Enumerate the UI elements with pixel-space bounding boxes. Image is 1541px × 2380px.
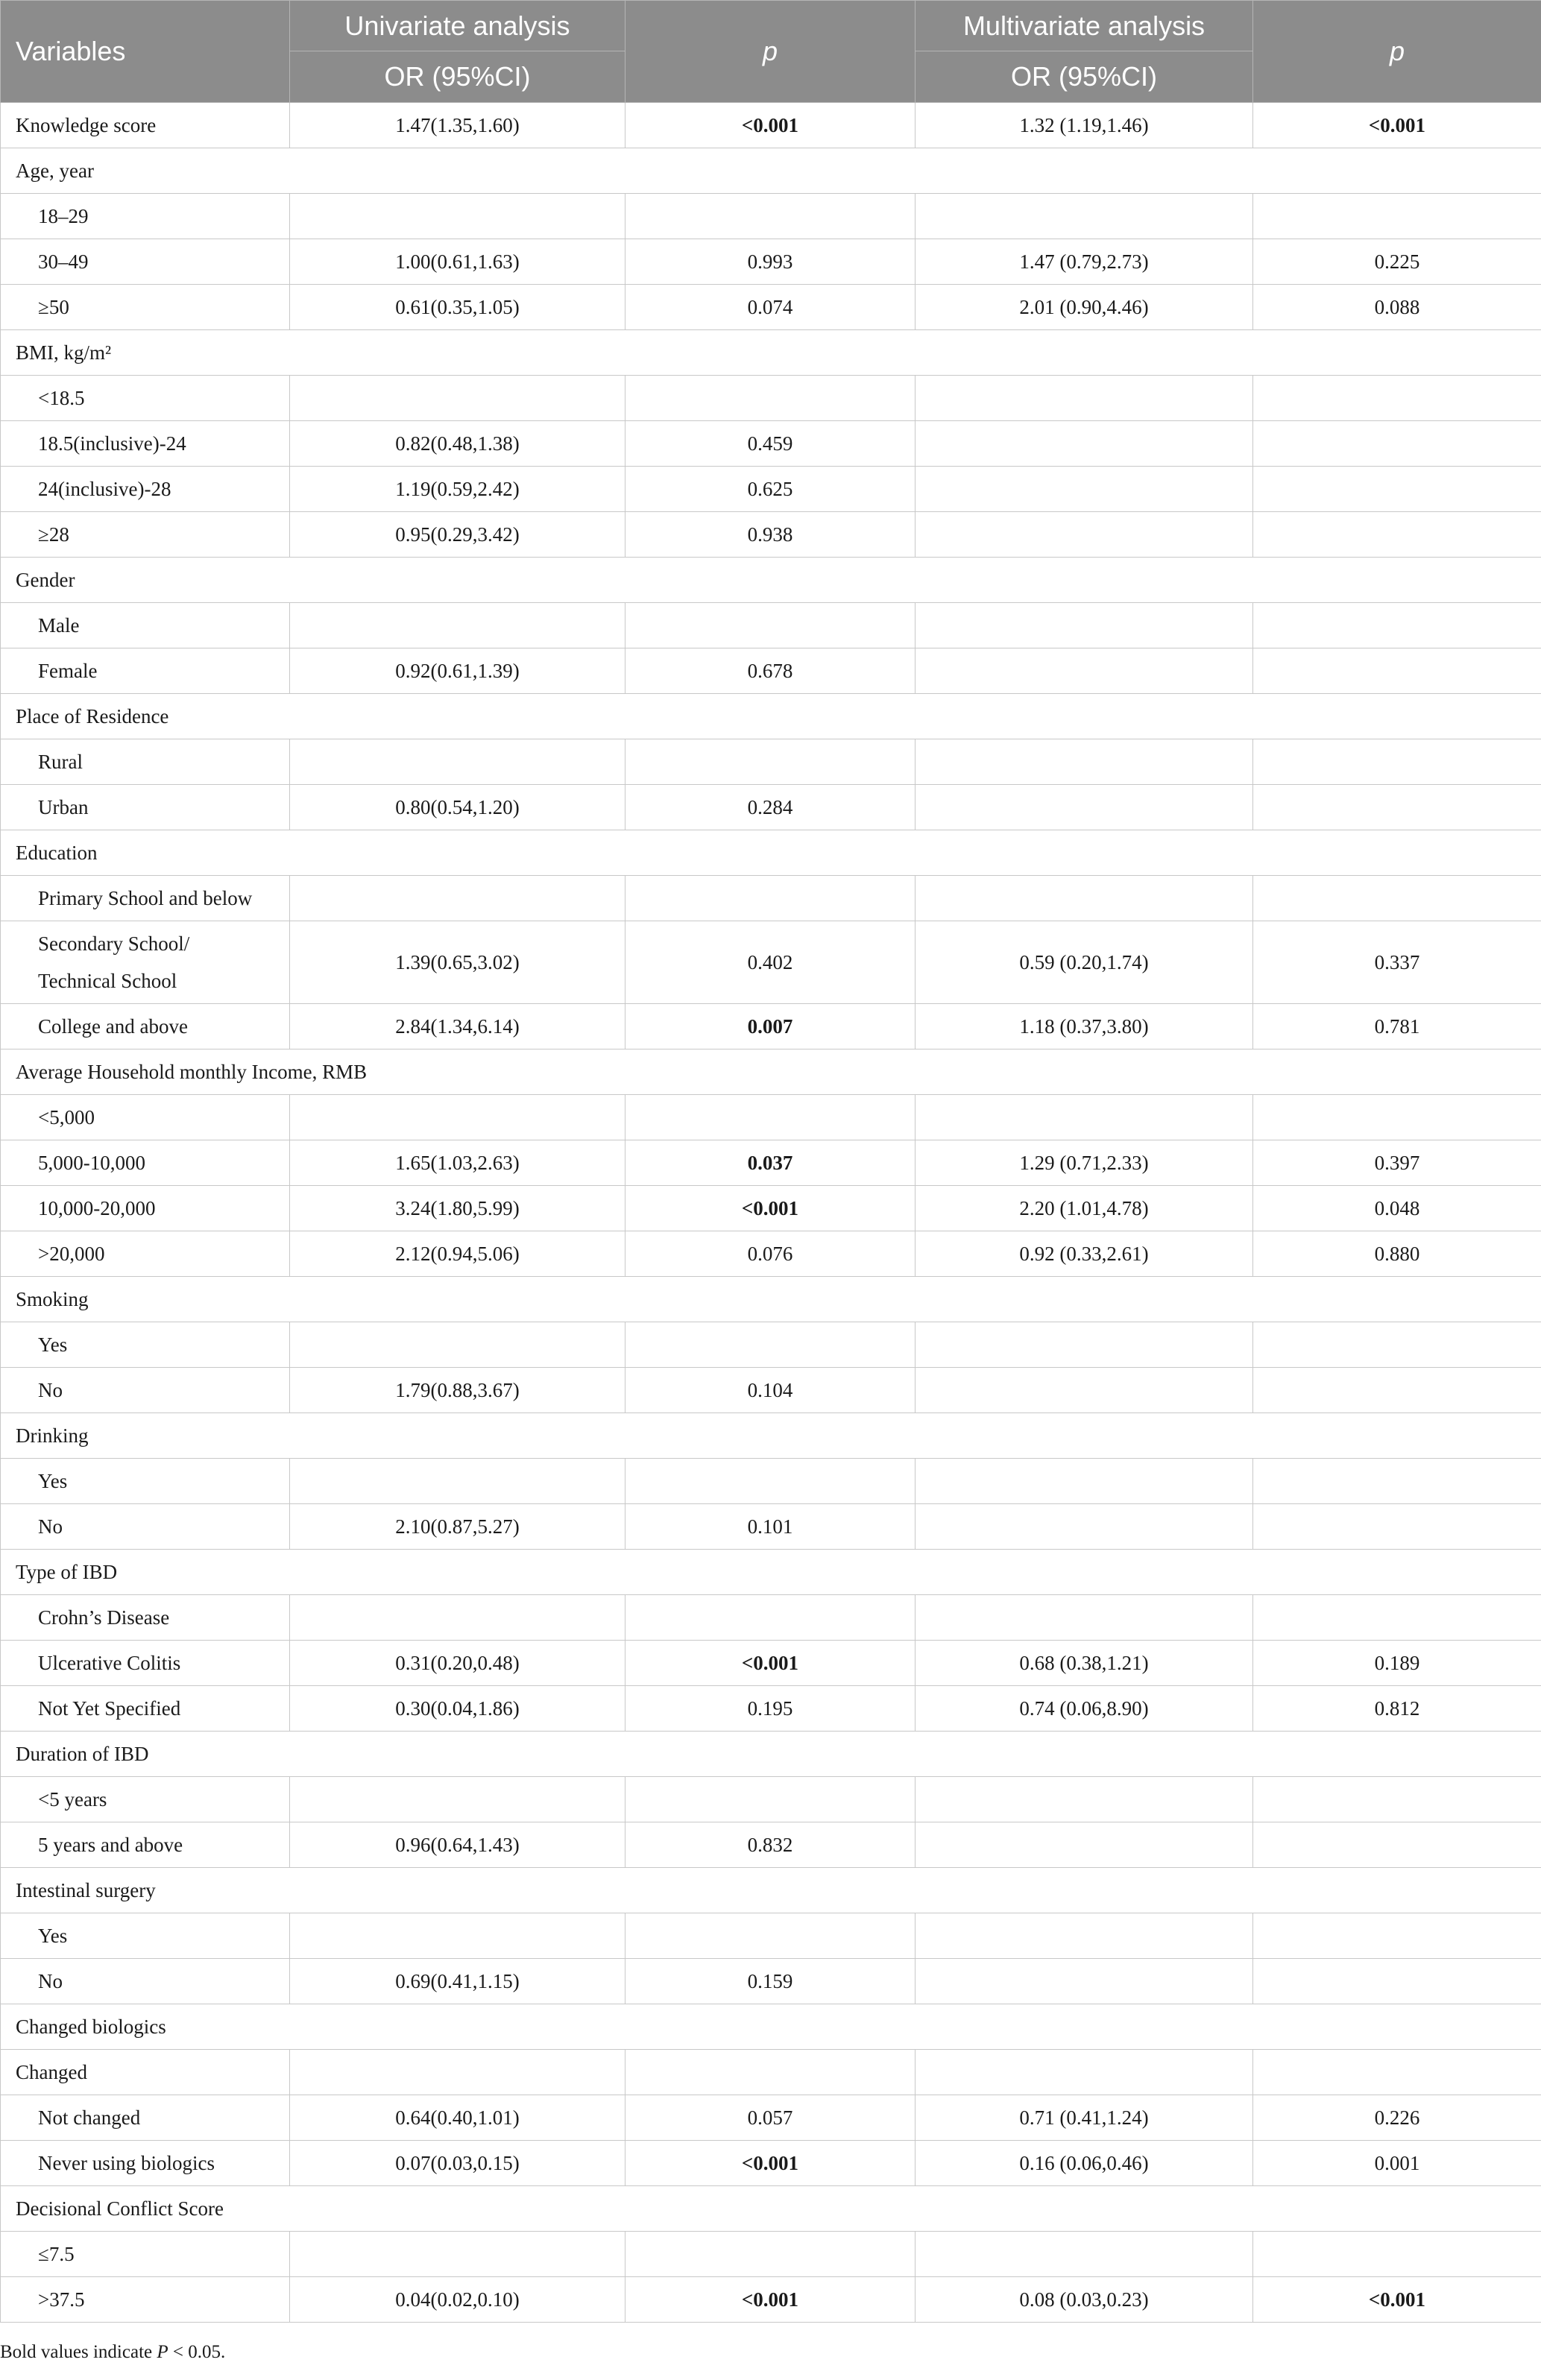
header-univariate-p: p [625, 1, 916, 103]
univariate-or-cell [290, 1913, 625, 1959]
multivariate-or-cell: 0.74 (0.06,8.90) [916, 1686, 1253, 1732]
univariate-p-cell: 0.159 [625, 1959, 916, 2004]
table-row [1, 921, 1541, 1004]
univariate-p-cell [625, 194, 916, 239]
table-row [1, 1322, 1541, 1368]
univariate-or-cell: 2.84(1.34,6.14) [290, 1004, 625, 1049]
table-row [1, 739, 1541, 785]
row-label: 30–49 [1, 239, 290, 285]
univariate-or-cell [290, 1095, 625, 1140]
row-label: Changed [1, 2050, 290, 2095]
univariate-or-cell: 1.00(0.61,1.63) [290, 239, 625, 285]
table-row [1, 1504, 1541, 1550]
univariate-or-cell: 2.10(0.87,5.27) [290, 1504, 625, 1550]
multivariate-or-cell [916, 1822, 1253, 1868]
group-label: Duration of IBD [1, 1732, 1541, 1777]
table-row [1, 2277, 1541, 2323]
univariate-p-cell: <0.001 [625, 1186, 916, 1231]
table-row [1, 1959, 1541, 2004]
multivariate-p-cell [1253, 603, 1541, 648]
table-row [1, 1095, 1541, 1140]
univariate-p-cell [625, 603, 916, 648]
univariate-or-cell: 0.64(0.40,1.01) [290, 2095, 625, 2141]
univariate-p-cell: <0.001 [625, 2141, 916, 2186]
univariate-p-cell [625, 1459, 916, 1504]
table-row [1, 2141, 1541, 2186]
group-label: Place of Residence [1, 694, 1541, 739]
table-row [1, 285, 1541, 330]
univariate-p-cell: 0.402 [625, 921, 916, 1004]
univariate-p-cell: 0.938 [625, 512, 916, 558]
univariate-or-cell: 0.61(0.35,1.05) [290, 285, 625, 330]
univariate-p-cell: 0.284 [625, 785, 916, 830]
multivariate-p-cell [1253, 1095, 1541, 1140]
multivariate-or-cell: 0.71 (0.41,1.24) [916, 2095, 1253, 2141]
row-label: Crohn’s Disease [1, 1595, 290, 1641]
multivariate-p-cell [1253, 1777, 1541, 1822]
multivariate-p-cell: 0.189 [1253, 1641, 1541, 1686]
row-label: 18.5(inclusive)-24 [1, 421, 290, 467]
univariate-or-cell [290, 1777, 625, 1822]
multivariate-p-cell [1253, 2050, 1541, 2095]
multivariate-p-cell [1253, 421, 1541, 467]
univariate-p-cell [625, 876, 916, 921]
univariate-or-cell [290, 376, 625, 421]
multivariate-p-cell [1253, 1822, 1541, 1868]
univariate-p-cell [625, 1322, 916, 1368]
header-row-1 [1, 1, 1541, 51]
group-row [1, 830, 1541, 876]
multivariate-or-cell: 0.08 (0.03,0.23) [916, 2277, 1253, 2323]
row-label: Urban [1, 785, 290, 830]
univariate-or-cell: 0.07(0.03,0.15) [290, 2141, 625, 2186]
univariate-or-cell: 1.39(0.65,3.02) [290, 921, 625, 1004]
multivariate-or-cell [916, 376, 1253, 421]
univariate-p-cell: 0.832 [625, 1822, 916, 1868]
row-label: Knowledge score [1, 103, 290, 148]
table-body [1, 103, 1541, 2323]
multivariate-p-cell [1253, 1913, 1541, 1959]
group-row [1, 1049, 1541, 1095]
univariate-or-cell: 0.04(0.02,0.10) [290, 2277, 625, 2323]
row-label: ≥28 [1, 512, 290, 558]
multivariate-p-cell [1253, 739, 1541, 785]
table-row [1, 1140, 1541, 1186]
row-label: >20,000 [1, 1231, 290, 1277]
multivariate-p-cell [1253, 376, 1541, 421]
group-row [1, 558, 1541, 603]
univariate-p-cell [625, 1913, 916, 1959]
univariate-or-cell [290, 603, 625, 648]
univariate-p-cell: <0.001 [625, 2277, 916, 2323]
univariate-or-cell [290, 876, 625, 921]
row-label: 5 years and above [1, 1822, 290, 1868]
table-row [1, 603, 1541, 648]
univariate-or-cell [290, 2050, 625, 2095]
row-label: 10,000-20,000 [1, 1186, 290, 1231]
multivariate-p-cell [1253, 1595, 1541, 1641]
group-label: BMI, kg/m² [1, 330, 1541, 376]
table-row [1, 2232, 1541, 2277]
table-row [1, 103, 1541, 148]
multivariate-p-cell [1253, 467, 1541, 512]
group-label: Changed biologics [1, 2004, 1541, 2050]
multivariate-or-cell [916, 739, 1253, 785]
table-row [1, 1459, 1541, 1504]
multivariate-p-cell: 0.225 [1253, 239, 1541, 285]
univariate-or-cell: 1.65(1.03,2.63) [290, 1140, 625, 1186]
univariate-p-cell: 0.459 [625, 421, 916, 467]
row-label: No [1, 1504, 290, 1550]
multivariate-or-cell [916, 1595, 1253, 1641]
table-row [1, 239, 1541, 285]
univariate-p-cell: 0.993 [625, 239, 916, 285]
group-row [1, 1868, 1541, 1913]
table-row [1, 1004, 1541, 1049]
header-multivariate-or: OR (95%CI) [916, 51, 1253, 103]
table-row [1, 1231, 1541, 1277]
univariate-p-cell [625, 2050, 916, 2095]
table-row [1, 194, 1541, 239]
univariate-or-cell [290, 1459, 625, 1504]
row-label: ≤7.5 [1, 2232, 290, 2277]
multivariate-or-cell [916, 1959, 1253, 2004]
multivariate-or-cell: 2.01 (0.90,4.46) [916, 285, 1253, 330]
multivariate-or-cell: 0.92 (0.33,2.61) [916, 1231, 1253, 1277]
row-label: Primary School and below [1, 876, 290, 921]
group-label: Average Household monthly Income, RMB [1, 1049, 1541, 1095]
multivariate-or-cell [916, 1777, 1253, 1822]
univariate-or-cell: 0.82(0.48,1.38) [290, 421, 625, 467]
univariate-p-cell: 0.057 [625, 2095, 916, 2141]
group-label: Smoking [1, 1277, 1541, 1322]
table-row [1, 376, 1541, 421]
multivariate-p-cell [1253, 876, 1541, 921]
multivariate-p-cell: 0.337 [1253, 921, 1541, 1004]
univariate-or-cell [290, 1322, 625, 1368]
table-row [1, 421, 1541, 467]
table-row [1, 512, 1541, 558]
row-label: Never using biologics [1, 2141, 290, 2186]
row-label: Yes [1, 1322, 290, 1368]
table-row [1, 1595, 1541, 1641]
univariate-or-cell: 2.12(0.94,5.06) [290, 1231, 625, 1277]
multivariate-or-cell [916, 2232, 1253, 2277]
multivariate-or-cell [916, 194, 1253, 239]
row-label: 5,000-10,000 [1, 1140, 290, 1186]
univariate-or-cell: 0.95(0.29,3.42) [290, 512, 625, 558]
univariate-or-cell: 1.47(1.35,1.60) [290, 103, 625, 148]
table-row [1, 876, 1541, 921]
univariate-p-cell: 0.195 [625, 1686, 916, 1732]
group-row [1, 1550, 1541, 1595]
multivariate-p-cell [1253, 1368, 1541, 1413]
row-label: Female [1, 648, 290, 694]
header-univariate-or: OR (95%CI) [290, 51, 625, 103]
multivariate-or-cell [916, 421, 1253, 467]
multivariate-p-cell [1253, 512, 1541, 558]
multivariate-or-cell [916, 648, 1253, 694]
multivariate-p-cell: 0.781 [1253, 1004, 1541, 1049]
univariate-p-cell: 0.101 [625, 1504, 916, 1550]
multivariate-p-cell: 0.880 [1253, 1231, 1541, 1277]
multivariate-p-cell: <0.001 [1253, 2277, 1541, 2323]
univariate-p-cell: 0.007 [625, 1004, 916, 1049]
header-variables: Variables [1, 1, 290, 103]
multivariate-p-cell [1253, 194, 1541, 239]
table-row [1, 1641, 1541, 1686]
group-row [1, 2004, 1541, 2050]
multivariate-or-cell: 2.20 (1.01,4.78) [916, 1186, 1253, 1231]
group-label: Intestinal surgery [1, 1868, 1541, 1913]
row-label: Rural [1, 739, 290, 785]
row-label-line-1: Secondary School/ [38, 932, 190, 955]
univariate-p-cell [625, 2232, 916, 2277]
univariate-or-cell: 0.69(0.41,1.15) [290, 1959, 625, 2004]
multivariate-or-cell [916, 1504, 1253, 1550]
table-header [1, 1, 1541, 103]
univariate-p-cell: 0.104 [625, 1368, 916, 1413]
group-row [1, 2186, 1541, 2232]
univariate-or-cell: 3.24(1.80,5.99) [290, 1186, 625, 1231]
multivariate-or-cell [916, 876, 1253, 921]
row-label: Yes [1, 1913, 290, 1959]
multivariate-or-cell: 0.16 (0.06,0.46) [916, 2141, 1253, 2186]
row-label [1, 921, 290, 1004]
univariate-or-cell [290, 194, 625, 239]
multivariate-or-cell [916, 1459, 1253, 1504]
multivariate-p-cell [1253, 1504, 1541, 1550]
multivariate-p-cell: 0.397 [1253, 1140, 1541, 1186]
footnote-suffix: < 0.05. [168, 2342, 226, 2362]
univariate-p-cell: 0.037 [625, 1140, 916, 1186]
group-row [1, 330, 1541, 376]
univariate-or-cell [290, 1595, 625, 1641]
multivariate-p-cell [1253, 785, 1541, 830]
group-row [1, 148, 1541, 194]
multivariate-or-cell [916, 1095, 1253, 1140]
multivariate-p-cell: 0.088 [1253, 285, 1541, 330]
univariate-p-cell [625, 376, 916, 421]
table-row [1, 2050, 1541, 2095]
group-label: Decisional Conflict Score [1, 2186, 1541, 2232]
footnote-p-symbol: P [157, 2342, 168, 2362]
table-row [1, 1913, 1541, 1959]
multivariate-p-cell [1253, 2232, 1541, 2277]
multivariate-p-cell [1253, 648, 1541, 694]
univariate-or-cell: 1.79(0.88,3.67) [290, 1368, 625, 1413]
header-univariate: Univariate analysis [290, 1, 625, 51]
multivariate-p-cell: 0.001 [1253, 2141, 1541, 2186]
table-row [1, 1822, 1541, 1868]
table-row [1, 2095, 1541, 2141]
multivariate-or-cell: 0.59 (0.20,1.74) [916, 921, 1253, 1004]
univariate-or-cell: 0.30(0.04,1.86) [290, 1686, 625, 1732]
group-label: Age, year [1, 148, 1541, 194]
group-label: Education [1, 830, 1541, 876]
univariate-or-cell: 0.31(0.20,0.48) [290, 1641, 625, 1686]
row-label: No [1, 1959, 290, 2004]
multivariate-or-cell [916, 785, 1253, 830]
row-label: >37.5 [1, 2277, 290, 2323]
group-label: Type of IBD [1, 1550, 1541, 1595]
row-label: Male [1, 603, 290, 648]
row-label: Yes [1, 1459, 290, 1504]
table-footnote [0, 2342, 225, 2363]
multivariate-or-cell [916, 1322, 1253, 1368]
univariate-or-cell: 0.92(0.61,1.39) [290, 648, 625, 694]
multivariate-or-cell [916, 2050, 1253, 2095]
univariate-or-cell: 1.19(0.59,2.42) [290, 467, 625, 512]
table-row [1, 785, 1541, 830]
univariate-p-cell: 0.678 [625, 648, 916, 694]
row-label: Not changed [1, 2095, 290, 2141]
row-label: Ulcerative Colitis [1, 1641, 290, 1686]
table-row [1, 1186, 1541, 1231]
multivariate-or-cell: 1.32 (1.19,1.46) [916, 103, 1253, 148]
multivariate-or-cell: 1.29 (0.71,2.33) [916, 1140, 1253, 1186]
multivariate-p-cell [1253, 1959, 1541, 2004]
multivariate-p-cell [1253, 1459, 1541, 1504]
row-label: <5 years [1, 1777, 290, 1822]
row-label: College and above [1, 1004, 290, 1049]
multivariate-or-cell [916, 512, 1253, 558]
univariate-or-cell: 0.96(0.64,1.43) [290, 1822, 625, 1868]
univariate-p-cell [625, 1595, 916, 1641]
multivariate-or-cell [916, 1368, 1253, 1413]
multivariate-or-cell [916, 467, 1253, 512]
row-label: ≥50 [1, 285, 290, 330]
table-row [1, 648, 1541, 694]
multivariate-p-cell: 0.048 [1253, 1186, 1541, 1231]
univariate-p-cell [625, 1095, 916, 1140]
group-row [1, 1277, 1541, 1322]
multivariate-or-cell [916, 1913, 1253, 1959]
univariate-p-cell: <0.001 [625, 1641, 916, 1686]
group-label: Drinking [1, 1413, 1541, 1459]
univariate-p-cell [625, 739, 916, 785]
header-multivariate: Multivariate analysis [916, 1, 1253, 51]
univariate-or-cell: 0.80(0.54,1.20) [290, 785, 625, 830]
multivariate-p-cell: 0.812 [1253, 1686, 1541, 1732]
univariate-or-cell [290, 739, 625, 785]
row-label-line-2: Technical School [38, 970, 177, 992]
group-row [1, 1413, 1541, 1459]
multivariate-or-cell: 0.68 (0.38,1.21) [916, 1641, 1253, 1686]
multivariate-p-cell: 0.226 [1253, 2095, 1541, 2141]
group-row [1, 694, 1541, 739]
multivariate-or-cell: 1.18 (0.37,3.80) [916, 1004, 1253, 1049]
row-label: No [1, 1368, 290, 1413]
group-row [1, 1732, 1541, 1777]
table-row [1, 467, 1541, 512]
table-row [1, 1686, 1541, 1732]
table-row [1, 1777, 1541, 1822]
multivariate-p-cell: <0.001 [1253, 103, 1541, 148]
row-label: 18–29 [1, 194, 290, 239]
footnote-prefix: Bold values indicate [0, 2342, 157, 2362]
multivariate-or-cell [916, 603, 1253, 648]
univariate-p-cell: 0.625 [625, 467, 916, 512]
row-label: 24(inclusive)-28 [1, 467, 290, 512]
row-label: Not Yet Specified [1, 1686, 290, 1732]
table-row [1, 1368, 1541, 1413]
univariate-p-cell: <0.001 [625, 103, 916, 148]
univariate-p-cell [625, 1777, 916, 1822]
univariate-p-cell: 0.076 [625, 1231, 916, 1277]
multivariate-or-cell: 1.47 (0.79,2.73) [916, 239, 1253, 285]
row-label: <5,000 [1, 1095, 290, 1140]
multivariate-p-cell [1253, 1322, 1541, 1368]
row-label: <18.5 [1, 376, 290, 421]
header-multivariate-p: p [1253, 1, 1541, 103]
univariate-or-cell [290, 2232, 625, 2277]
univariate-p-cell: 0.074 [625, 285, 916, 330]
group-label: Gender [1, 558, 1541, 603]
